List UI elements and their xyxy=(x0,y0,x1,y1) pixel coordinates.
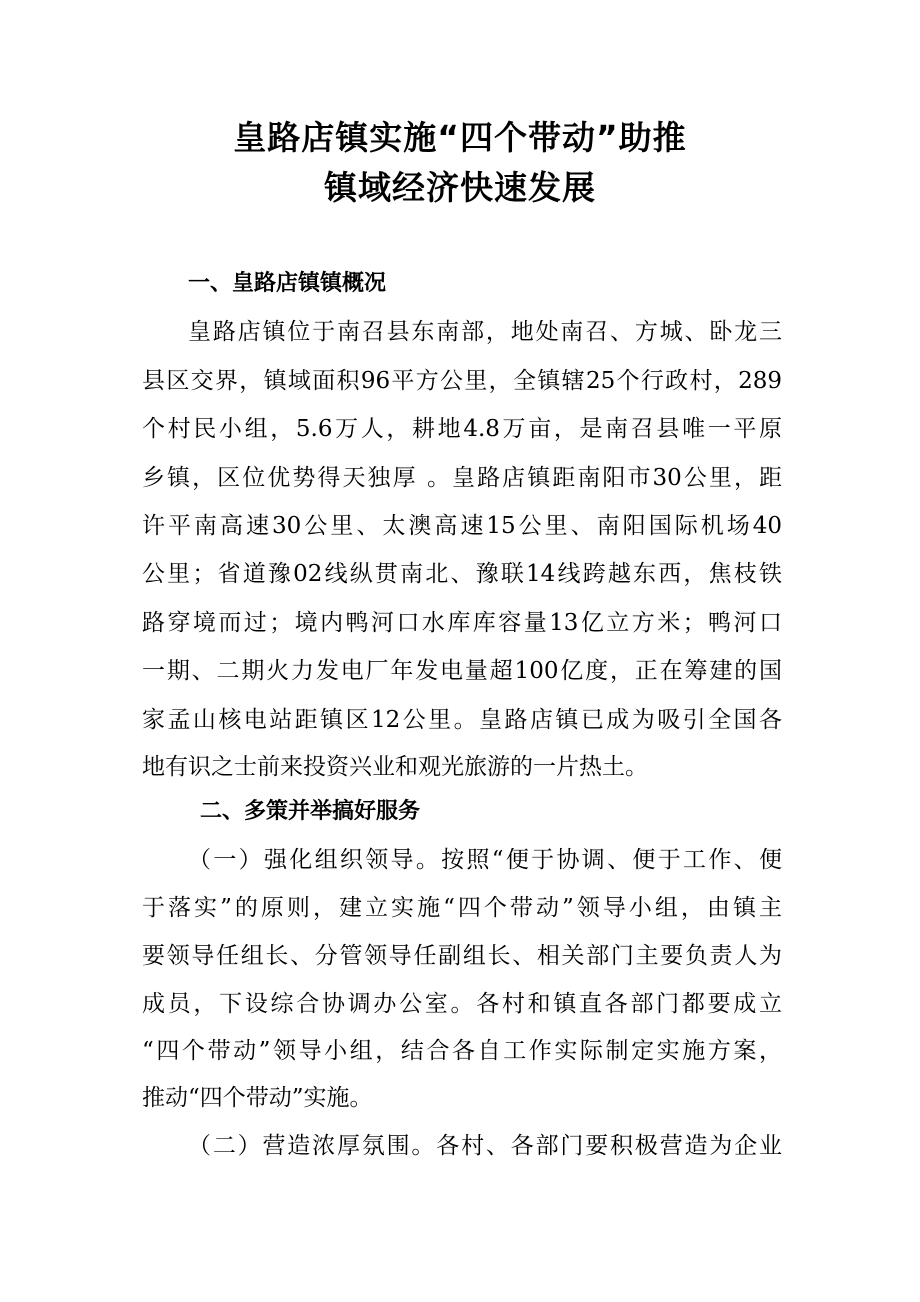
paragraph-line: 许平南高速30公里、太澳高速15公里、南阳国际机场40 xyxy=(142,513,782,539)
paragraph-line: 一期、二期火力发电厂年发电量超100亿度，正在筹建的国 xyxy=(142,658,782,684)
paragraph-line: 地有识之士前来投资兴业和观光旅游的一片热土。 xyxy=(142,754,648,780)
section-1-heading: 一、皇路店镇镇概况 xyxy=(188,271,387,296)
paragraph-line: 皇路店镇位于南召县东南部，地处南召、方城、卧龙三 xyxy=(188,319,782,345)
paragraph-line: “四个带动”领导小组，结合各自工作实际制定实施方案， xyxy=(142,1038,782,1064)
section-2-heading: 二、多策并举搞好服务 xyxy=(200,799,421,824)
paragraph-line: 家孟山核电站距镇区12公里。皇路店镇已成为吸引全国各 xyxy=(142,707,782,733)
paragraph-line: 要领导任组长、分管领导任副组长、相关部门主要负责人为 xyxy=(142,943,782,969)
paragraph-line: 推动“四个带动”实施。 xyxy=(142,1085,373,1111)
paragraph-line: 乡镇，区位优势得天独厚 。皇路店镇距南阳市30公里，距 xyxy=(142,465,782,491)
paragraph-line: 路穿境而过；境内鸭河口水库库容量13亿立方米；鸭河口 xyxy=(142,610,782,636)
document-title-line-2: 镇域经济快速发展 xyxy=(324,168,596,207)
paragraph-line: 县区交界，镇域面积96平方公里，全镇辖25个行政村，289 xyxy=(142,368,782,394)
document-title-line-1: 皇路店镇实施“四个带动”助推 xyxy=(233,118,687,157)
paragraph-line: 成员，下设综合协调办公室。各村和镇直各部门都要成立 xyxy=(142,991,782,1017)
paragraph-line: （一）强化组织领导。按照“便于协调、便于工作、便 xyxy=(188,847,782,873)
paragraph-line: 公里；省道豫02线纵贯南北、豫联14线跨越东西，焦枝铁 xyxy=(142,561,782,587)
paragraph-line: 于落实”的原则，建立实施“四个带动”领导小组，由镇主 xyxy=(142,895,782,921)
paragraph-line: （二）营造浓厚氛围。各村、各部门要积极营造为企业 xyxy=(188,1133,782,1159)
paragraph-line: 个村民小组，5.6万人，耕地4.8万亩，是南召县唯一平原 xyxy=(142,416,782,442)
